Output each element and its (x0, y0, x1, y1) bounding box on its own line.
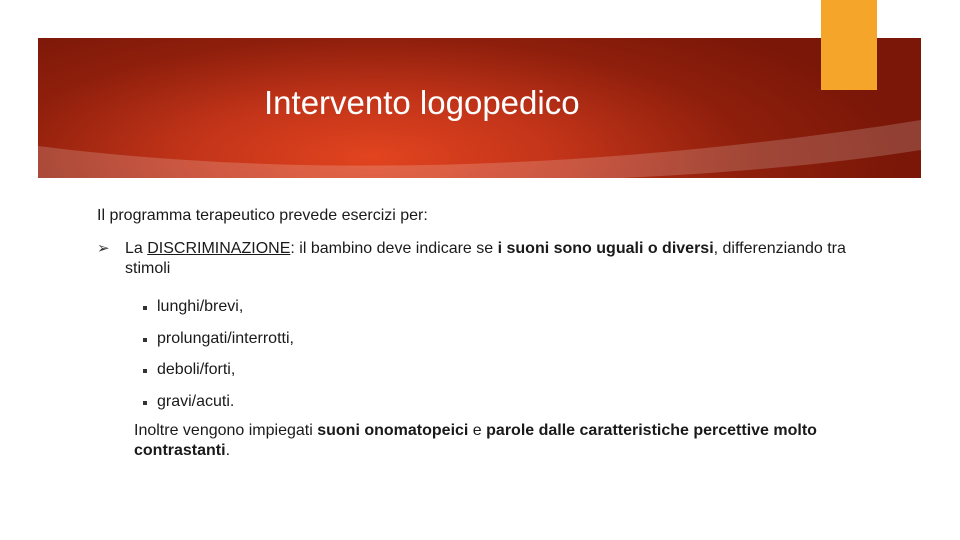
note-bold-1: suoni onomatopeici (317, 422, 469, 439)
bullet-bold-phrase: i suoni sono uguali o diversi (497, 240, 714, 257)
bullet-term: DISCRIMINAZIONE (147, 240, 291, 257)
bullet-discriminazione (97, 239, 857, 279)
note-text-tail: . (225, 442, 231, 459)
closing-note (134, 421, 857, 461)
intro-text: Il programma terapeutico prevede esercizi per: (97, 207, 428, 224)
list-item (97, 392, 857, 412)
slide-title: Intervento logopedico (264, 84, 580, 121)
accent-tab (821, 0, 877, 90)
note-text-lead: Inoltre vengono impiegati (134, 422, 318, 439)
list-item-text: gravi/acuti. (157, 392, 235, 410)
note-bold-2: parole dalle caratteristiche percettive molto contrastanti (134, 422, 817, 459)
list-item-text: lunghi/brevi, (157, 298, 244, 315)
square-bullet-icon (143, 338, 147, 342)
bullet-text-mid: : il bambino deve indicare se (290, 240, 498, 257)
list-item-text: deboli/forti, (157, 361, 236, 378)
square-bullet-icon (143, 306, 147, 310)
list-item-text: prolungati/interrotti, (157, 329, 294, 347)
list-item (97, 360, 857, 380)
square-bullet-icon (143, 369, 147, 373)
bullet-text-lead: La (125, 240, 148, 257)
slide-body (97, 206, 857, 461)
stimuli-list (97, 297, 857, 412)
bullet-text-tail: , differenziando tra stimoli (125, 240, 846, 277)
list-item (97, 329, 857, 349)
arrow-bullet-icon: ➢ (97, 240, 110, 257)
note-text-mid: e (468, 422, 487, 439)
list-item (97, 297, 857, 317)
square-bullet-icon (143, 401, 147, 405)
